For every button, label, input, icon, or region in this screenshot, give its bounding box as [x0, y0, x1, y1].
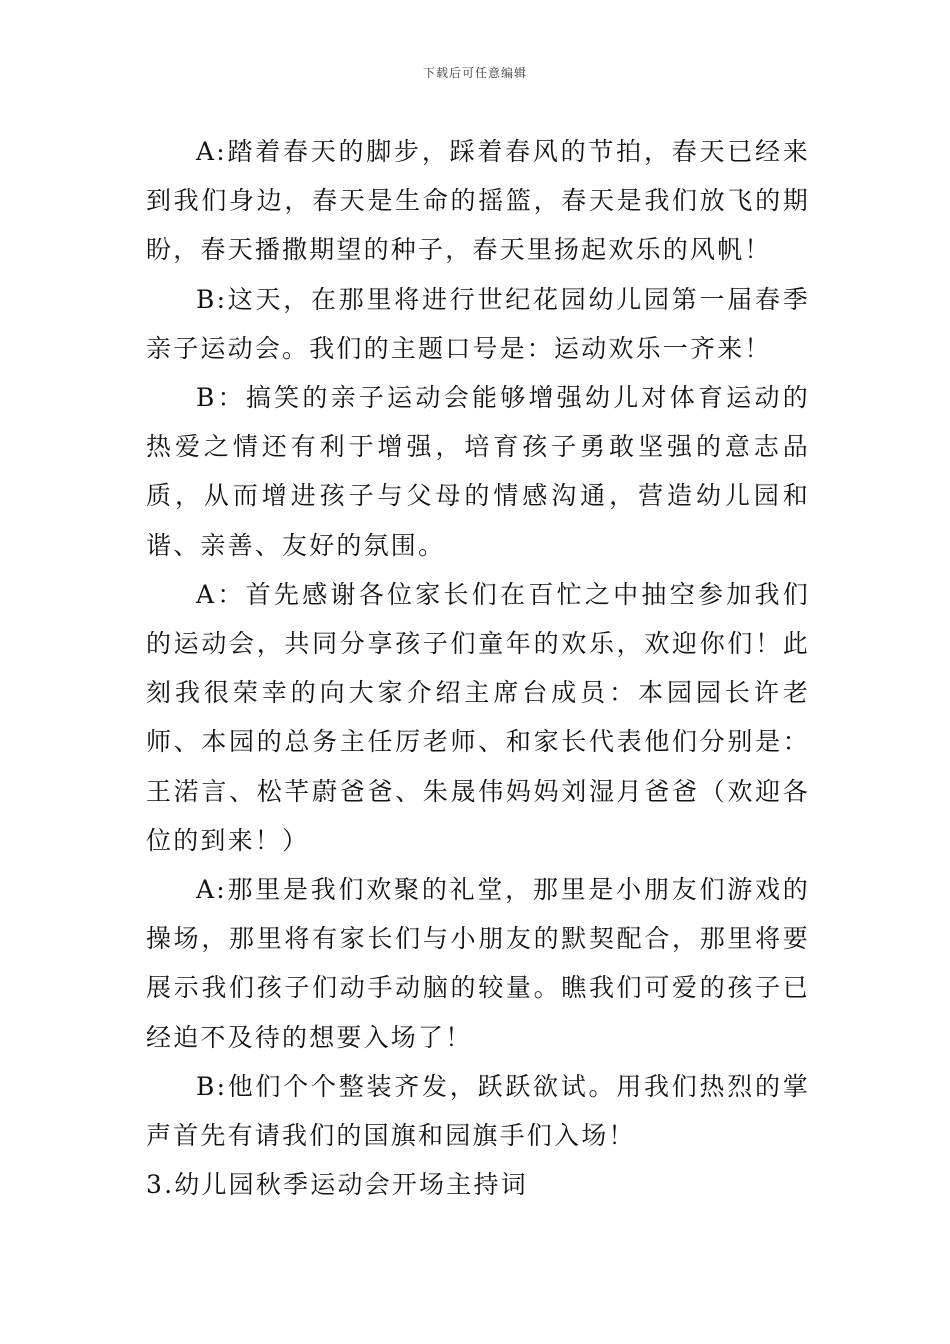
paragraph-6: B:他们个个整装齐发，跃跃欲试。用我们热烈的掌声首先有请我们的国旗和园旗手们入场！	[146, 1071, 810, 1151]
document-body	[146, 127, 810, 1209]
paragraph-4: A：首先感谢各位家长们在百忙之中抽空参加我们的运动会，共同分享孩子们童年的欢乐，欢迎你们！此刻我很荣幸的向大家介绍主席台成员：本园园长许老师、本园的总务主任厉老师、和家长代表他们分别是：王渃言、松芊蔚爸爸、朱晟伟妈妈刘湿月爸爸（欢迎各位的到来！）	[146, 579, 810, 855]
paragraph-5: A:那里是我们欢聚的礼堂，那里是小朋友们游戏的操场，那里将有家长们与小朋友的默契配合，那里将要展示我们孩子们动手动脑的较量。瞧我们可爱的孩子已经迫不及待的想要入场了！	[146, 875, 810, 1052]
paragraph-3: B：搞笑的亲子运动会能够增强幼儿对体育运动的热爱之情还有利于增强，培育孩子勇敢坚强的意志品质，从而增进孩子与父母的情感沟通，营造幼儿园和谐、亲善、友好的氛围。	[146, 383, 810, 560]
section-heading: 3.幼儿园秋季运动会开场主持词	[146, 1170, 528, 1200]
page-header: 下载后可任意编辑	[422, 66, 527, 80]
paragraph-2: B:这天，在那里将进行世纪花园幼儿园第一届春季亲子运动会。我们的主题口号是：运动欢乐一齐来！	[146, 284, 810, 363]
paragraph-1: A:踏着春天的脚步，踩着春风的节拍，春天已经来到我们身边，春天是生命的摇篮，春天是我们放飞的期盼，春天播撒期望的种子，春天里扬起欢乐的风帆！	[146, 137, 810, 265]
